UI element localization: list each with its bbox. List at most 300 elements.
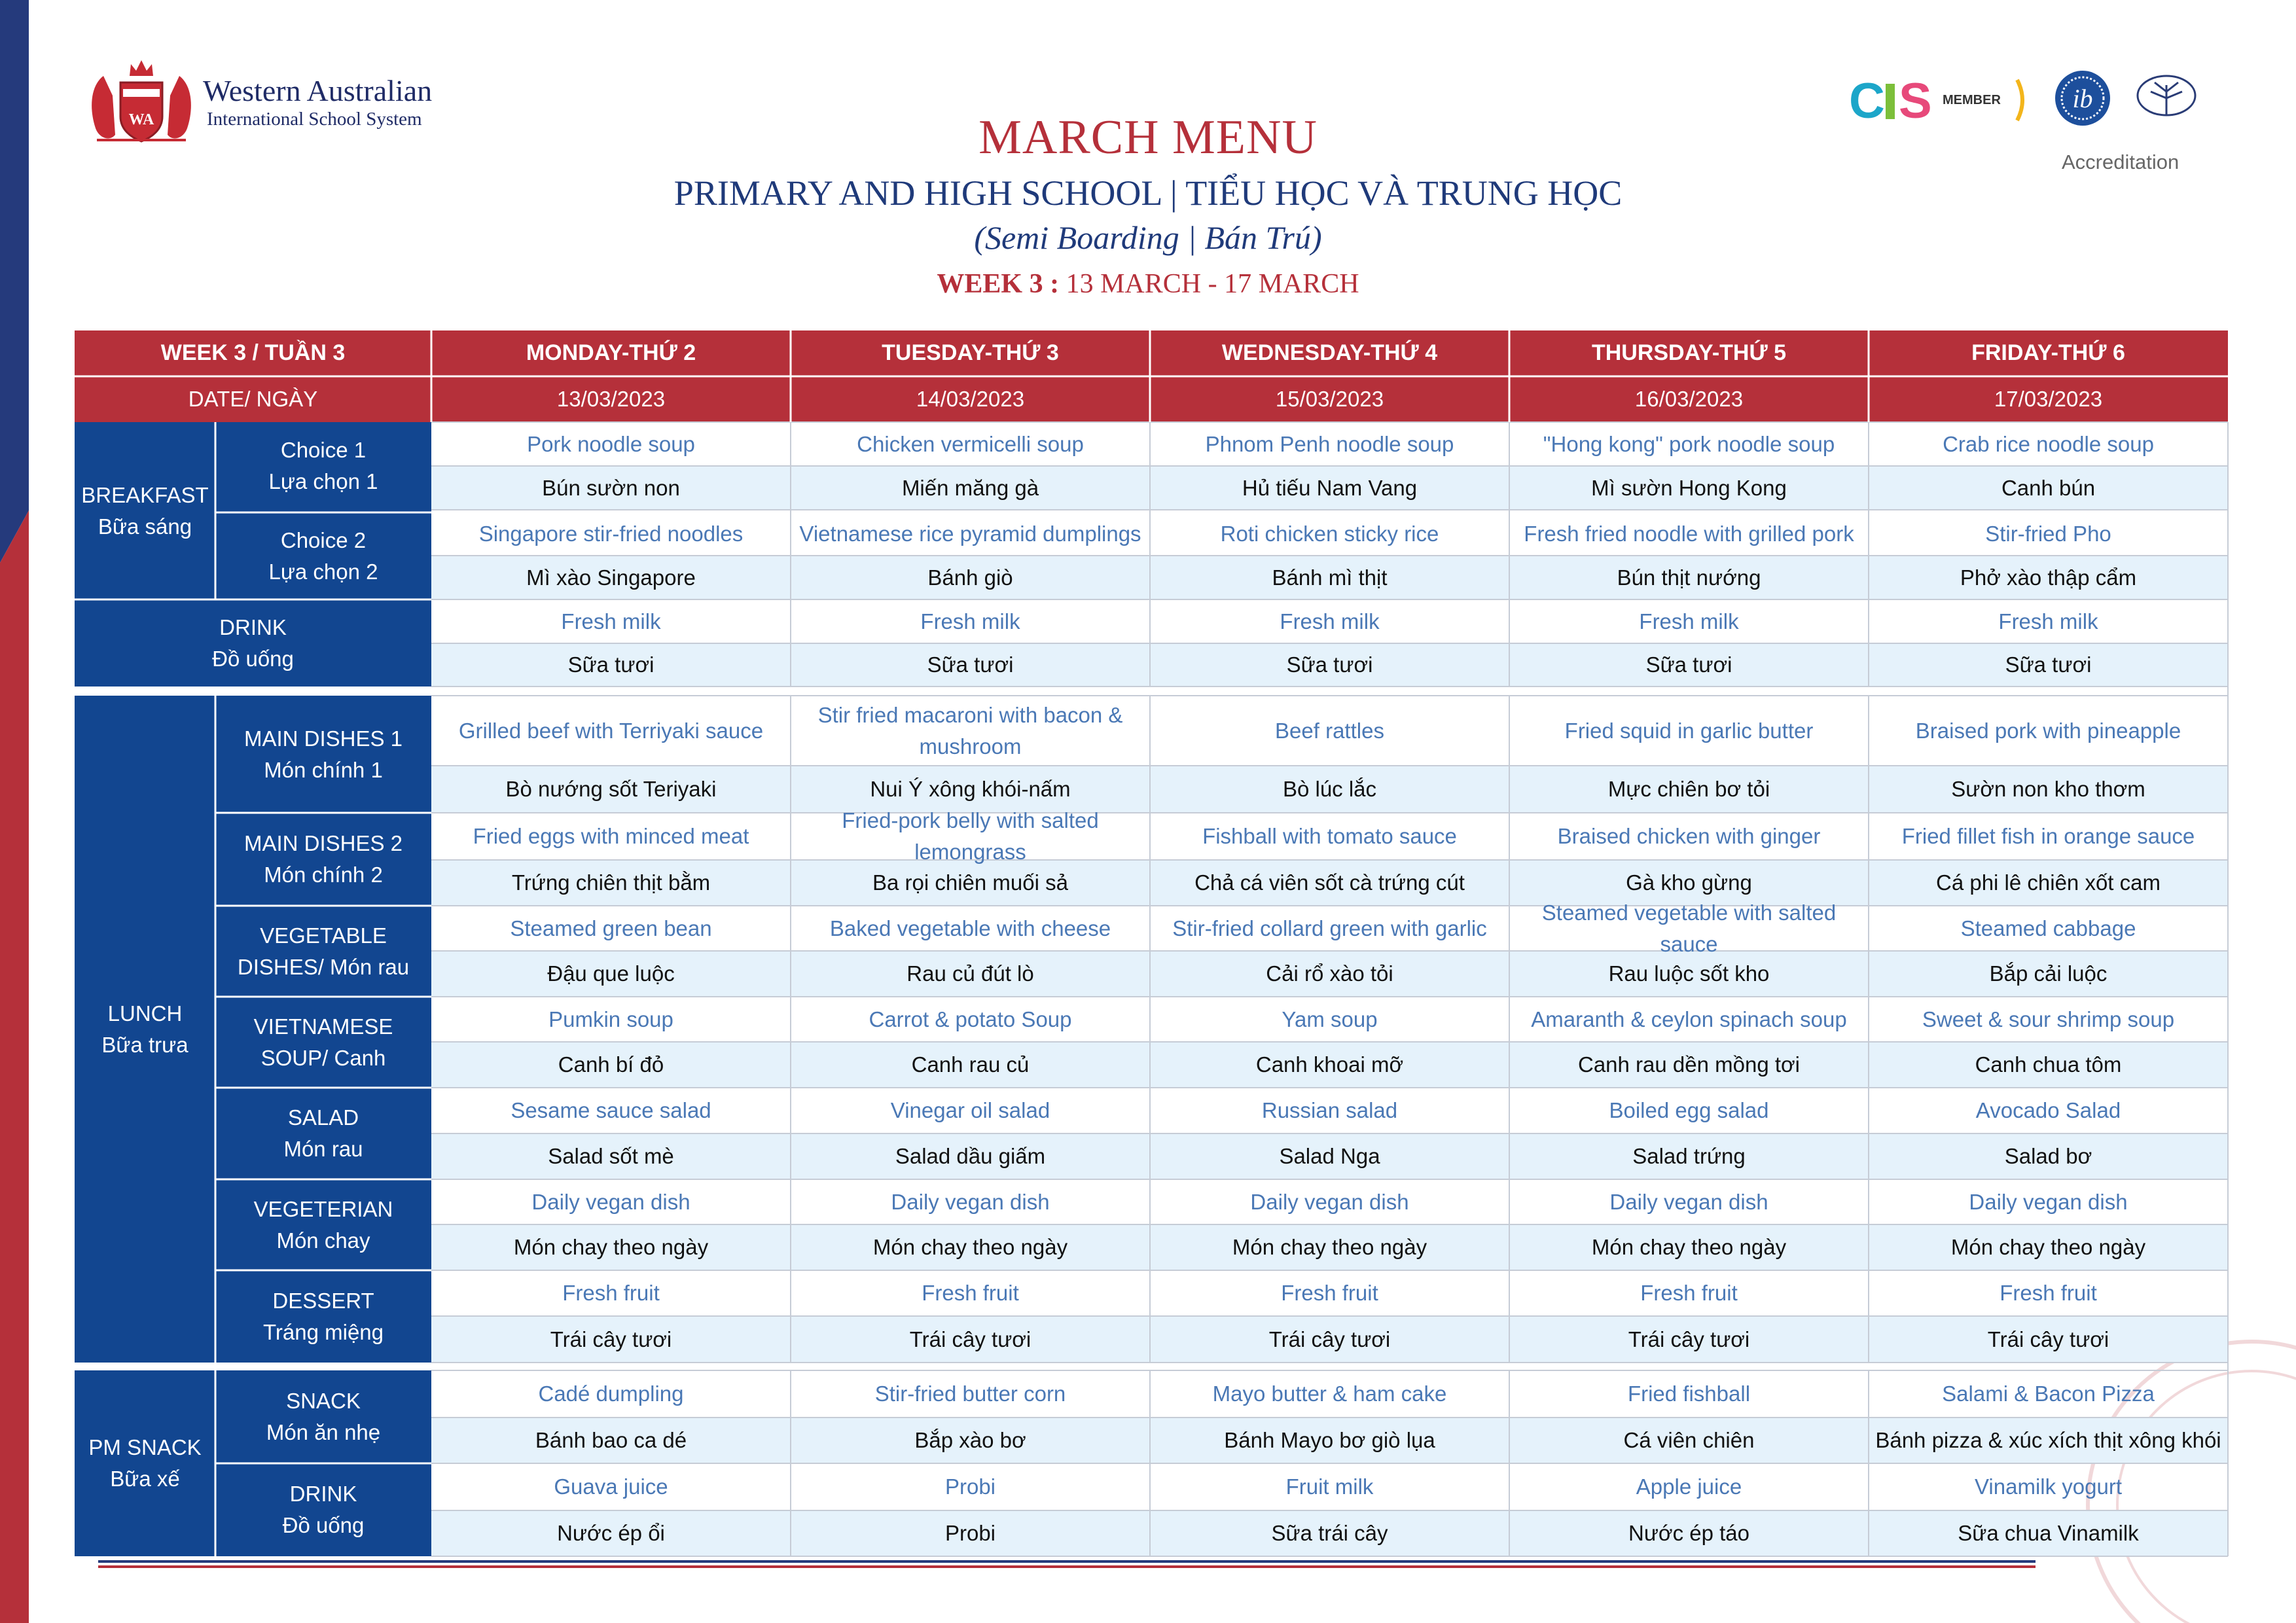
week-label: WEEK 3 : (937, 269, 1060, 299)
dish-vi (796, 466, 1145, 510)
dish-en-text: Fresh milk (1998, 609, 2098, 633)
dish-vi (1874, 860, 2223, 906)
dish-en-text: Chicken vermicelli soup (857, 431, 1084, 456)
dish-vi (437, 466, 785, 510)
group-label-text: Tráng miệng (262, 1319, 384, 1344)
dish-en (1155, 1463, 1504, 1510)
dish-vi-text: Bò lúc lắc (1282, 777, 1377, 802)
dish-en-text: Fried-pork belly with salted lemongrass (842, 808, 1099, 864)
dish-vi-text: Trái cây tươi (1268, 1327, 1391, 1351)
day-header-cell (791, 330, 1150, 376)
group-label-text: Lựa chọn 1 (268, 469, 378, 493)
dish-en (1515, 512, 1863, 556)
dish-vi (437, 1042, 785, 1088)
dish-vi (1155, 766, 1504, 813)
group-label (215, 906, 431, 997)
school-name-line2: International School System (207, 109, 422, 130)
dish-en (1515, 900, 1863, 956)
dish-en (796, 808, 1145, 864)
dish-vi-text: Canh khoai mỡ (1255, 1052, 1404, 1077)
dish-vi (1155, 466, 1504, 510)
dish-en-text: Vinamilk yogurt (1975, 1474, 2122, 1499)
dish-en (1155, 599, 1504, 643)
dish-vi (1874, 1042, 2223, 1088)
dish-vi-text: Bánh giò (927, 565, 1013, 590)
dish-en (796, 422, 1145, 466)
dish-vi-text: Canh bí đỏ (558, 1052, 664, 1077)
dish-en (1155, 512, 1504, 556)
dish-en-text: Carrot & potato Soup (869, 1007, 1072, 1031)
dish-en (1874, 1088, 2223, 1133)
date-cell (1869, 376, 2228, 422)
dish-vi-text: Ba rọi chiên muối sả (872, 870, 1068, 895)
dish-en (1515, 1179, 1863, 1224)
dish-vi-text: Bánh pizza & xúc xích thịt xông khói (1875, 1428, 2221, 1453)
dish-en (1874, 906, 2223, 951)
dish-en (437, 1270, 785, 1316)
dish-vi (796, 643, 1145, 687)
group-label-text: DESSERT (272, 1288, 374, 1313)
dish-en (437, 997, 785, 1042)
dish-en-text: Russian salad (1261, 1098, 1398, 1123)
dish-vi-text: Nước ép ổi (557, 1521, 665, 1546)
page-subtitle: PRIMARY AND HIGH SCHOOL | TIỂU HỌC VÀ TRUNG HỌC (673, 173, 1623, 213)
section-label-text: Bữa xế (110, 1467, 180, 1491)
dish-en-text: Fried fillet fish in orange sauce (1901, 824, 2195, 849)
dish-vi (1155, 951, 1504, 997)
dish-en (1155, 906, 1504, 951)
group-label-text: VEGETERIAN (253, 1196, 393, 1221)
dish-vi-text: Canh bún (2001, 475, 2096, 500)
dish-vi-text: Trái cây tươi (909, 1327, 1031, 1351)
dish-vi (1515, 766, 1863, 813)
group-label-text: Món chính 1 (264, 757, 383, 782)
group-label-text: Choice 1 (280, 438, 367, 463)
dish-en-text: Sesame sauce salad (511, 1098, 711, 1123)
date-cell (791, 376, 1150, 422)
dish-en (796, 1370, 1145, 1418)
dish-vi (796, 1224, 1145, 1270)
dish-en (1874, 997, 2223, 1042)
group-label-text: MAIN DISHES 2 (243, 831, 403, 856)
group-label (215, 813, 431, 906)
dish-en-text: Fried fishball (1627, 1382, 1751, 1406)
dish-en (1155, 1179, 1504, 1224)
dish-en-text: Amaranth & ceylon spinach soup (1531, 1007, 1847, 1031)
dish-en-text: Braised chicken with ginger (1557, 824, 1821, 849)
svg-text:S: S (1899, 73, 1932, 126)
dish-vi-text: Salad sốt mè (548, 1144, 674, 1169)
dish-en-text: Crab rice noodle soup (1943, 431, 2154, 456)
dish-en-text: Stir-fried Pho (1985, 522, 2111, 546)
dish-en (437, 1463, 785, 1510)
dish-vi-text: Rau luộc sốt kho (1608, 961, 1770, 986)
group-label (215, 1463, 431, 1556)
dish-en-text: Daily vegan dish (1609, 1189, 1768, 1214)
dish-vi-text: Trứng chiên thịt bằm (511, 870, 711, 895)
day-header-cell-text: THURSDAY-THỨ 5 (1591, 340, 1787, 366)
day-header-cell (431, 330, 791, 376)
dish-vi (1155, 860, 1504, 906)
dish-vi (1515, 466, 1863, 510)
group-label-text: SALAD (287, 1105, 359, 1130)
dish-en (1155, 1270, 1504, 1316)
dish-en (796, 599, 1145, 643)
dish-en (1874, 813, 2223, 860)
dish-en (437, 512, 785, 556)
dish-vi (1515, 1510, 1863, 1556)
section-label (75, 422, 215, 599)
dish-en-text: Fresh milk (561, 609, 661, 633)
dish-vi (437, 1510, 785, 1556)
dish-en (1155, 813, 1504, 860)
dish-en-text: Fresh fruit (2000, 1281, 2097, 1306)
dish-en (1155, 1370, 1504, 1418)
dish-vi (796, 860, 1145, 906)
dish-vi-text: Sữa tươi (927, 652, 1014, 677)
dish-en (796, 1179, 1145, 1224)
dish-en-text: Guava juice (554, 1474, 668, 1499)
dish-en (1155, 696, 1504, 766)
dish-vi-text: Mì sườn Hong Kong (1591, 475, 1787, 500)
section-label-text: PM SNACK (88, 1435, 202, 1460)
dish-vi (1874, 1418, 2223, 1463)
dish-vi-text: Canh rau dền mồng tơi (1577, 1052, 1800, 1077)
dish-en (1874, 1370, 2223, 1418)
dish-vi (437, 643, 785, 687)
dish-vi (437, 1133, 785, 1179)
day-header-cell-text: TUESDAY-THỨ 3 (882, 340, 1059, 366)
dish-vi-text: Gà kho gừng (1626, 870, 1752, 895)
dish-vi (437, 766, 785, 813)
dish-en (1515, 997, 1863, 1042)
dish-vi (1874, 951, 2223, 997)
dish-en (1874, 696, 2223, 766)
dish-vi-text: Sữa chua Vinamilk (1958, 1521, 2139, 1546)
dish-en-text: Fried eggs with minced meat (473, 824, 749, 849)
dish-vi-text: Sữa tươi (2005, 652, 2092, 677)
group-label-text: Choice 2 (280, 527, 367, 552)
dish-vi (796, 1418, 1145, 1463)
dish-vi (1155, 1042, 1504, 1088)
group-label (215, 512, 431, 599)
group-label (215, 422, 431, 510)
dish-vi-text: Bánh bao ca dé (535, 1428, 687, 1453)
dish-en-text: "Hong kong" pork noodle soup (1543, 431, 1835, 456)
section-label-text: LUNCH (107, 1001, 183, 1026)
dish-en-text: Fresh fruit (922, 1281, 1019, 1306)
dish-en-text: Cadé dumpling (538, 1382, 684, 1406)
group-label-text: Đồ uống (282, 1513, 365, 1537)
dish-en (1874, 422, 2223, 466)
dish-en (1515, 599, 1863, 643)
date-cell-text: 14/03/2023 (916, 387, 1025, 412)
dish-en (1515, 1270, 1863, 1316)
dish-en (1155, 1088, 1504, 1133)
dish-vi (1515, 951, 1863, 997)
dish-en-text: Fresh milk (1280, 609, 1380, 633)
section-label-text: Đồ uống (212, 646, 294, 671)
dish-vi-text: Trái cây tươi (1628, 1327, 1750, 1351)
dish-vi-text: Mực chiên bơ tỏi (1607, 777, 1770, 802)
dish-vi-text: Sữa tươi (567, 652, 655, 677)
group-label-text: Món ăn nhẹ (266, 1420, 381, 1444)
dish-vi-text: Trái cây tươi (550, 1327, 672, 1351)
dish-en (1155, 997, 1504, 1042)
dish-en-text: Salami & Bacon Pizza (1942, 1382, 2155, 1406)
dish-en (437, 1370, 785, 1418)
dish-en-text: Steamed green bean (510, 916, 712, 940)
dish-en-text: Fresh fried noodle with grilled pork (1524, 522, 1854, 546)
dish-vi-text: Nước ép táo (1628, 1521, 1749, 1546)
dish-vi-text: Bánh Mayo bơ giò lụa (1224, 1428, 1435, 1453)
group-label (215, 1088, 431, 1179)
dish-vi (1515, 556, 1863, 599)
dish-en-text: Avocado Salad (1975, 1098, 2121, 1123)
dish-vi-text: Sữa tươi (1645, 652, 1732, 677)
dish-en (1515, 1370, 1863, 1418)
dish-vi-text: Canh rau củ (911, 1052, 1030, 1077)
dish-en-text: Fishball with tomato sauce (1202, 824, 1457, 849)
dish-vi-text: Món chay theo ngày (513, 1235, 709, 1260)
dish-vi (1515, 1133, 1863, 1179)
dish-vi (1874, 466, 2223, 510)
dish-en (437, 1088, 785, 1133)
dish-en (437, 422, 785, 466)
dish-vi-text: Salad dầu giấm (895, 1144, 1046, 1169)
dish-vi-text: Bún sườn non (542, 475, 680, 500)
group-label-text: DRINK (289, 1482, 357, 1507)
dish-vi (437, 1316, 785, 1363)
dish-vi (796, 951, 1145, 997)
dish-vi-text: Bắp xào bơ (914, 1428, 1026, 1453)
week-dates: 13 MARCH - 17 MARCH (1059, 269, 1359, 299)
dish-en (1515, 813, 1863, 860)
dish-vi-text: Món chay theo ngày (1232, 1235, 1427, 1260)
dish-vi-text: Bánh mì thịt (1272, 565, 1388, 590)
dish-vi (1874, 1133, 2223, 1179)
group-label (215, 1270, 431, 1363)
dish-vi (1155, 643, 1504, 687)
dish-vi (1155, 1316, 1504, 1363)
dish-en (796, 512, 1145, 556)
dish-en (437, 813, 785, 860)
dish-en-text: Daily vegan dish (1250, 1189, 1409, 1214)
group-label (215, 1370, 431, 1463)
dish-en-text: Fried squid in garlic butter (1564, 718, 1814, 743)
dish-en-text: Mayo butter & ham cake (1212, 1382, 1447, 1406)
dish-vi-text: Món chay theo ngày (1591, 1235, 1787, 1260)
dish-en (796, 1088, 1145, 1133)
dish-en-text: Apple juice (1636, 1474, 1742, 1499)
page-subtitle-semi-boarding: (Semi Boarding | Bán Trú) (974, 219, 1322, 256)
date-cell (431, 376, 791, 422)
dish-vi (796, 1133, 1145, 1179)
dish-en-text: Daily vegan dish (531, 1189, 691, 1214)
group-label-text: SOUP/ Canh (260, 1045, 386, 1070)
group-label (215, 997, 431, 1088)
dish-en-text: Sweet & sour shrimp soup (1922, 1007, 2175, 1031)
dish-vi (1515, 1042, 1863, 1088)
dish-vi-text: Nui Ý xông khói-nấm (870, 777, 1071, 802)
dish-en (796, 1270, 1145, 1316)
group-label-text: VEGETABLE (260, 923, 387, 948)
date-cell (1509, 376, 1869, 422)
dish-vi (1155, 1133, 1504, 1179)
school-name-line1: Western Australian (203, 74, 433, 107)
dish-vi-text: Cá viên chiên (1623, 1428, 1755, 1453)
dish-vi-text: Salad Nga (1279, 1144, 1380, 1169)
group-label-text: Món chay (276, 1228, 370, 1253)
group-label-text: VIETNAMESE (253, 1014, 393, 1039)
dish-en (1874, 512, 2223, 556)
dish-vi (437, 860, 785, 906)
dish-en-text: Beef rattles (1275, 718, 1384, 743)
dish-en-text: Pumkin soup (548, 1007, 673, 1031)
group-label-text: Lựa chọn 2 (268, 559, 378, 584)
group-label-text: Món chính 2 (264, 863, 383, 887)
date-header-cell-text: DATE/ NGÀY (188, 387, 318, 412)
dish-en-text: Boiled egg salad (1609, 1098, 1769, 1123)
dish-en-text: Braised pork with pineapple (1915, 718, 2181, 743)
dish-vi (1155, 556, 1504, 599)
section-label-text: Bữa trưa (101, 1032, 188, 1057)
dish-en-text: Fresh fruit (1281, 1281, 1378, 1306)
dish-en (1515, 422, 1863, 466)
dish-vi (796, 1510, 1145, 1556)
dish-vi (796, 1316, 1145, 1363)
dish-vi (1874, 1510, 2223, 1556)
dish-en-text: Vinegar oil salad (890, 1098, 1050, 1123)
dish-vi (1155, 1224, 1504, 1270)
dish-vi-text: Phở xào thập cẩm (1960, 565, 2137, 590)
dish-en-text: Probi (944, 1474, 996, 1499)
dish-vi-text: Miến măng gà (901, 475, 1039, 500)
dish-en-text: Daily vegan dish (891, 1189, 1050, 1214)
dish-en (1515, 1088, 1863, 1133)
dish-en-text: Pork noodle soup (527, 431, 695, 456)
page-title: MARCH MENU (978, 111, 1318, 164)
dish-en (1515, 696, 1863, 766)
day-header-cell-text: WEDNESDAY-THỨ 4 (1221, 340, 1438, 366)
dish-vi-text: Mì xào Singapore (526, 565, 696, 590)
dish-en-text: Fruit milk (1285, 1474, 1374, 1499)
section-label-text: DRINK (219, 615, 287, 639)
dish-en-text: Steamed vegetable with salted sauce (1541, 900, 1837, 956)
dish-vi (437, 556, 785, 599)
day-header-cell (1150, 330, 1509, 376)
dish-vi-text: Sữa tươi (1286, 652, 1373, 677)
dish-vi-text: Chả cá viên sốt cà trứng cút (1194, 870, 1465, 895)
dish-vi-text: Đậu que luộc (547, 961, 675, 986)
dish-en-text: Baked vegetable with cheese (829, 916, 1111, 940)
dish-en-text: Stir-fried butter corn (874, 1382, 1066, 1406)
dish-vi (796, 1042, 1145, 1088)
dish-en-text: Steamed cabbage (1960, 916, 2136, 940)
dish-vi (1155, 1418, 1504, 1463)
dish-vi (796, 556, 1145, 599)
day-header-cell (1869, 330, 2228, 376)
dish-vi-text: Bún thịt nướng (1617, 565, 1761, 590)
section-label (75, 1370, 215, 1556)
dish-vi-text: Salad trứng (1632, 1144, 1746, 1169)
dish-vi-text: Món chay theo ngày (1950, 1235, 2146, 1260)
group-label-text: MAIN DISHES 1 (243, 726, 403, 751)
dish-en-text: Stir-fried collard green with garlic (1172, 916, 1487, 940)
svg-text:C: C (1849, 73, 1885, 126)
group-label-text: SNACK (286, 1389, 361, 1414)
date-header-cell (75, 376, 431, 422)
dish-vi-text: Bò nướng sốt Teriyaki (505, 777, 717, 802)
dish-vi (1874, 556, 2223, 599)
dish-vi (1515, 643, 1863, 687)
dish-vi (1874, 1316, 2223, 1363)
date-cell-text: 16/03/2023 (1634, 387, 1744, 412)
dish-en-text: Fresh milk (1639, 609, 1739, 633)
section-label-text: Bữa sáng (98, 514, 192, 539)
week-header-cell-text: WEEK 3 / TUẦN 3 (160, 340, 346, 366)
dish-en-text: Yam soup (1282, 1007, 1378, 1031)
dish-en-text: Vietnamese rice pyramid dumplings (799, 522, 1141, 546)
dish-vi (1874, 1224, 2223, 1270)
group-label-text: DISHES/ Món rau (237, 954, 410, 979)
date-cell (1150, 376, 1509, 422)
dish-vi-text: Probi (944, 1521, 996, 1546)
day-header-cell-text: MONDAY-THỨ 2 (526, 340, 696, 366)
dish-vi (1515, 1316, 1863, 1363)
dish-en-text: Stir fried macaroni with bacon & mushroom (817, 702, 1123, 758)
dish-en (437, 696, 785, 766)
dish-en-text: Fresh milk (920, 609, 1020, 633)
date-cell-text: 13/03/2023 (556, 387, 666, 412)
dish-vi-text: Cải rổ xào tỏi (1266, 961, 1393, 986)
dish-en (437, 1179, 785, 1224)
dish-vi-text: Cá phi lê chiên xốt cam (1935, 870, 2161, 895)
dish-vi-text: Bắp cải luộc (1989, 961, 2108, 986)
week-header-cell (75, 330, 431, 376)
dish-vi (1874, 643, 2223, 687)
dish-en (437, 906, 785, 951)
dish-en (1874, 1179, 2223, 1224)
dish-en-text: Roti chicken sticky rice (1220, 522, 1439, 546)
section-label (75, 599, 431, 687)
section-label (75, 696, 215, 1363)
day-header-cell-text: FRIDAY-THỨ 6 (1971, 340, 2125, 366)
dish-vi (1155, 1510, 1504, 1556)
dish-vi-text: Hủ tiếu Nam Vang (1242, 475, 1418, 500)
dish-en-text: Phnom Penh noodle soup (1205, 431, 1454, 456)
dish-en (1874, 599, 2223, 643)
cis-member-label: MEMBER (1943, 93, 2001, 107)
accreditation-label: Accreditation (2062, 151, 2179, 173)
group-label (215, 1179, 431, 1270)
dish-en (1155, 422, 1504, 466)
svg-text:ib: ib (2072, 84, 2093, 113)
dish-vi-text: Sữa trái cây (1271, 1521, 1388, 1546)
dish-en (796, 906, 1145, 951)
dish-vi-text: Sườn non kho thơm (1951, 777, 2145, 802)
dish-vi (1515, 1418, 1863, 1463)
dish-vi (1874, 766, 2223, 813)
dish-vi-text: Rau củ đút lò (906, 961, 1034, 986)
dish-en-text: Daily vegan dish (1969, 1189, 2128, 1214)
dish-vi-text: Món chay theo ngày (872, 1235, 1068, 1260)
date-cell-text: 17/03/2023 (1994, 387, 2103, 412)
dish-vi (437, 1418, 785, 1463)
dish-vi-text: Canh chua tôm (1975, 1052, 2122, 1077)
day-header-cell (1509, 330, 1869, 376)
week-range (0, 268, 2296, 300)
